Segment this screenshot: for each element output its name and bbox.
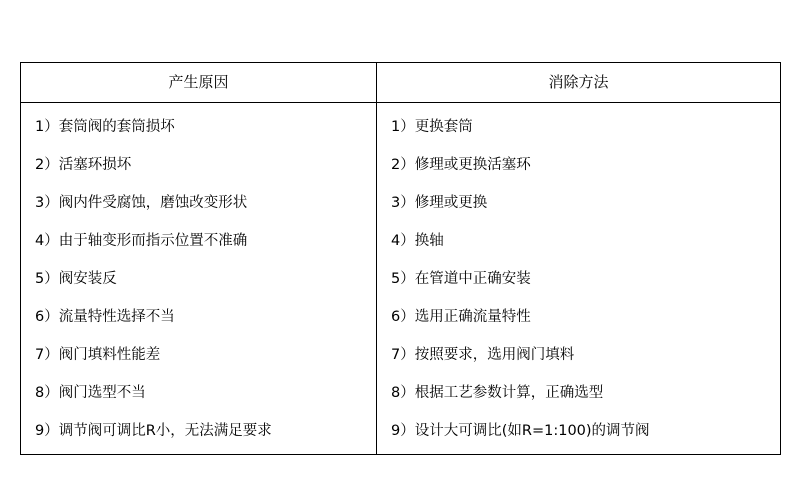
- table-row: [21, 336, 781, 374]
- cell-cause: 2）活塞环损坏: [21, 146, 377, 184]
- cell-cause: 9）调节阀可调比R小，无法满足要求: [21, 412, 377, 455]
- cell-remedy: 4）换轴: [377, 222, 781, 260]
- cell-cause: 3）阀内件受腐蚀，磨蚀改变形状: [21, 184, 377, 222]
- cause-remedy-table: [20, 62, 781, 455]
- table-row: [21, 103, 781, 147]
- cell-cause: 1）套筒阀的套筒损坏: [21, 103, 377, 147]
- table-header: [21, 63, 781, 103]
- cell-cause: 7）阀门填料性能差: [21, 336, 377, 374]
- table-row: [21, 374, 781, 412]
- cell-cause: 4）由于轴变形而指示位置不准确: [21, 222, 377, 260]
- table-row: [21, 184, 781, 222]
- column-header-cause: 产生原因: [21, 63, 377, 103]
- table-body: [21, 103, 781, 455]
- cell-remedy: 3）修理或更换: [377, 184, 781, 222]
- cell-remedy: 1）更换套筒: [377, 103, 781, 147]
- table-header-row: [21, 63, 781, 103]
- cell-cause: 6）流量特性选择不当: [21, 298, 377, 336]
- table-row: [21, 298, 781, 336]
- cell-remedy: 9）设计大可调比(如R=1:100)的调节阀: [377, 412, 781, 455]
- table-row: [21, 260, 781, 298]
- table-container: [20, 62, 780, 455]
- cell-remedy: 8）根据工艺参数计算，正确选型: [377, 374, 781, 412]
- cell-remedy: 5）在管道中正确安装: [377, 260, 781, 298]
- table-row: [21, 222, 781, 260]
- cell-cause: 5）阀安装反: [21, 260, 377, 298]
- cell-remedy: 2）修理或更换活塞环: [377, 146, 781, 184]
- column-header-remedy: 消除方法: [377, 63, 781, 103]
- cell-remedy: 7）按照要求，选用阀门填料: [377, 336, 781, 374]
- cell-cause: 8）阀门选型不当: [21, 374, 377, 412]
- table-row: [21, 146, 781, 184]
- cell-remedy: 6）选用正确流量特性: [377, 298, 781, 336]
- table-row: [21, 412, 781, 455]
